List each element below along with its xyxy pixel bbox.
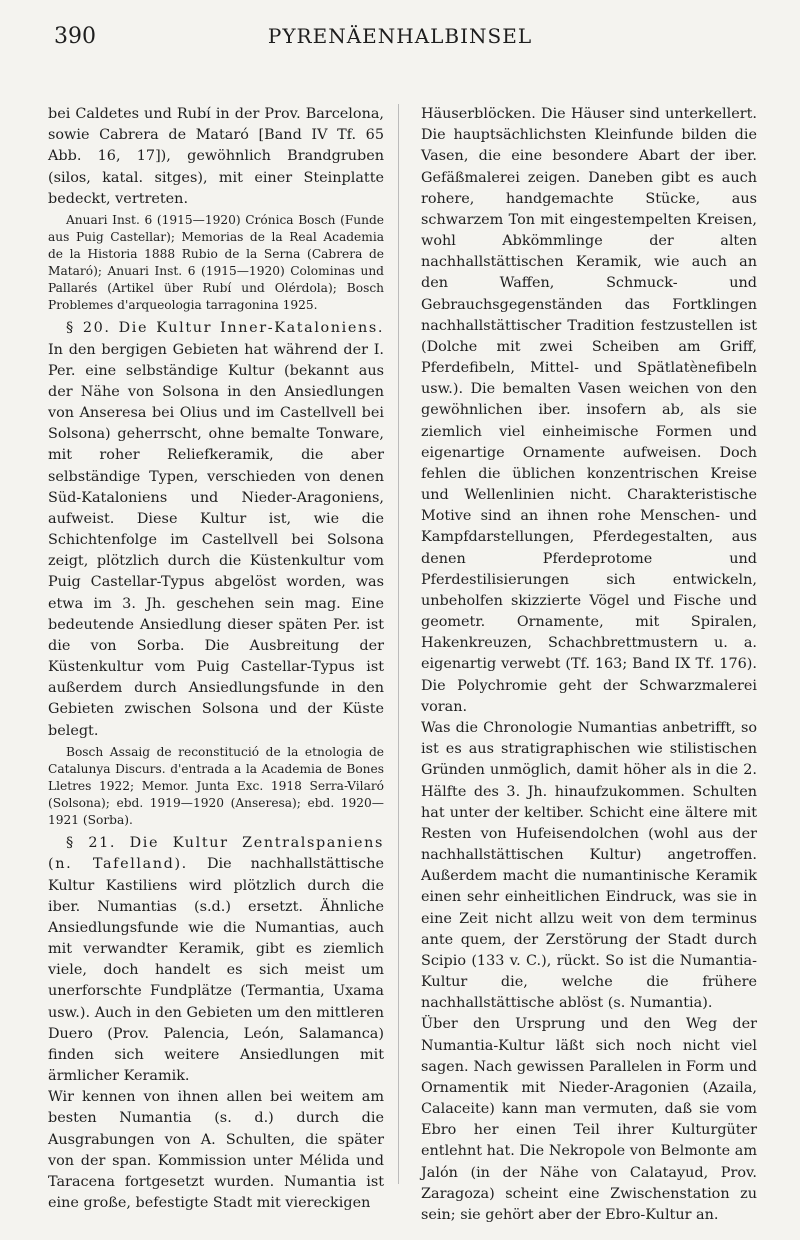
paragraph-chronology: Was die Chronologie Numantias anbetrifft, so ist es aus stratigraphischen wie stilistischen Gründen unmöglich, damit höher als in die 2. Hälfte des 3. Jh. hinaufzukommen. Schulten hat unter der keltiber. Schicht eine ältere mit Resten von Hufeisendolchen (wohl aus der nachhallstättischen Kultur) angetroffen. Außerdem macht die numantinische Keramik einen sehr einheitlichen Eindruck, was sie in eine Zeit nicht allzu weit von dem terminus ante quem, der Zerstörung der Stadt durch Scipio (133 v. C.), rückt. So ist die Numantia-Kultur die, welche die frühere nachhallstättische ablöst (s. Numantia).	[421, 719, 757, 1012]
bibliography-note: Bosch Assaig de reconstitució de la etnologia de Catalunya Discurs. d'entrada a la Academia de Bones Lletres 1922; Memor. Junta Exc. 1918 Serra-Vilaró (Solsona); ebd. 1919—1920 (Anseresa); ebd. 1920—1921 (Sorba).	[48, 744, 384, 828]
section-20-heading: § 20. Die Kultur Inner-Kataloniens.	[66, 320, 384, 337]
section-21-text: Die nachhallstättische Kultur Kastiliens wird plötzlich durch die iber. Numantias (s.d.) ersetzt. Ähnliche Ansiedlungsfunde wie die Numantias, auch mit verwandter Keramik, gibt es ziemlich viele, doch handelt es sich meist um unerforschte Fundplätze (Termantia, Uxama usw.). Auch in den Gebieten um den mittleren Duero (Prov. Palencia, León, Salamanca) finden sich weitere Ansiedlungen mit ärmlicher Keramik.	[48, 856, 385, 1085]
page-number: 390	[54, 24, 96, 49]
paragraph-numantia: Wir kennen von ihnen allen bei weitem am besten Numantia (s. d.) durch die Ausgrabungen von A. Schulten, die später von der span. Kommission unter Mélida und Taracena fortgesetzt wurden. Numantia ist eine große, befestigte Stadt mit viereckigen	[48, 1089, 384, 1212]
bibliography-note: Anuari Inst. 6 (1915—1920) Crónica Bosch (Funde aus Puig Castellar); Memorias de la Real Academia de la Historia 1888 Rubio de la Serna (Cabrera de Mataró); Anuari Inst. 6 (1915—1920) Colominas und Pallarés (Artikel über Rubí und Olérdola); Bosch Problemes d'arqueologia tarragonina 1925.	[48, 212, 384, 313]
section-20-text: In den bergigen Gebieten hat während der I. Per. eine selbständige Kultur (bekannt aus der Nähe von Solsona in den Ansiedlungen von Anseresa bei Olius und im Castellvell bei Solsona) geherrscht, ohne bemalte Tonware, mit roher Reliefkeramik, die aber selbständige Typen, verschieden von denen Süd-Kataloniens und Nieder-Aragoniens, aufweist. Diese Kultur ist, wie die Schichtenfolge im Castellvell bei Solsona zeigt, plötzlich durch die Küstenkultur vom Puig Castellar-Typus abgelöst worden, was etwa im 3. Jh. geschehen sein mag. Eine bedeutende Ansiedlung dieser späten Per. ist die von Sorba. Die Ausbreitung der Küstenkultur vom Puig Castellar-Typus ist außerdem durch Ansiedlungsfunde in den Gebieten zwischen Solsona und der Küste belegt.	[48, 341, 384, 739]
running-title: PYRENÄENHALBINSEL	[267, 24, 533, 48]
section-21	[48, 833, 384, 1087]
paragraph-intro: bei Caldetes und Rubí in der Prov. Barcelona, sowie Cabrera de Mataró [Band IV Tf. 65 Abb. 16, 17]), gewöhnlich Brandgruben (silos, katal. sitges), mit einer Steinplatte bedeckt, vertreten.	[48, 106, 384, 207]
paragraph-origin: Über den Ursprung und den Weg der Numantia-Kultur läßt sich noch nicht viel sagen. Nach gewissen Parallelen in Form und Ornamentik mit Nieder-Aragonien (Azaila, Calaceite) kann man vermuten, daß sie vom Ebro her einen Teil ihrer Kulturgüter entlehnt hat. Die Nekropole von Belmonte am Jalón (in der Nähe von Calatayud, Prov. Zaragoza) scheint eine Zwischenstation zu sein; sie gehört aber der Ebro-Kultur an.	[421, 1016, 757, 1223]
column-divider	[398, 104, 399, 1184]
left-column	[48, 104, 384, 1214]
section-21-heading: § 21. Die Kultur Zentralspaniens (n. Tafelland).	[48, 835, 384, 873]
paragraph-numantia-finds: Häuserblöcken. Die Häuser sind unterkellert. Die hauptsächlichsten Kleinfunde bilden die Vasen, die eine besondere Abart der iber. Gefäßmalerei zeigen. Daneben gibt es auch rohere, handgemachte Stücke, aus schwarzem Ton mit eingestempelten Kreisen, wohl Abkömmlinge der alten nachhallstättischen Keramik, wie auch an den Waffen, Schmuck- und Gebrauchsgegenständen das Fortklingen nachhallstättischer Tradition festzustellen ist (Dolche mit zwei Scheiben am Griff, Pferdefibeln, Mittel- und Spätlatènefibeln usw.). Die bemalten Vasen weichen von den gewöhnlichen iber. insofern ab, als sie ziemlich viel einheimische Formen und eigenartige Ornamente aufweisen. Doch fehlen die üblichen konzentrischen Kreise und Wellenlinien nicht. Charakteristische Motive sind an ihnen rohe Menschen- und Kampfdarstellungen, Pferdegestalten, aus denen Pferdeprotome und Pferdestilisierungen sich entwickeln, unbeholfen skizzierte Vögel und Fische und geometr. Ornamente, mit Spiralen, Hakenkreuzen, Schachbrettmustern u. a. eigenartig verwebt (Tf. 163; Band IX Tf. 176). Die Polychromie geht der Schwarzmalerei voran.	[421, 106, 757, 715]
right-column	[421, 104, 757, 1226]
section-20	[48, 318, 384, 741]
